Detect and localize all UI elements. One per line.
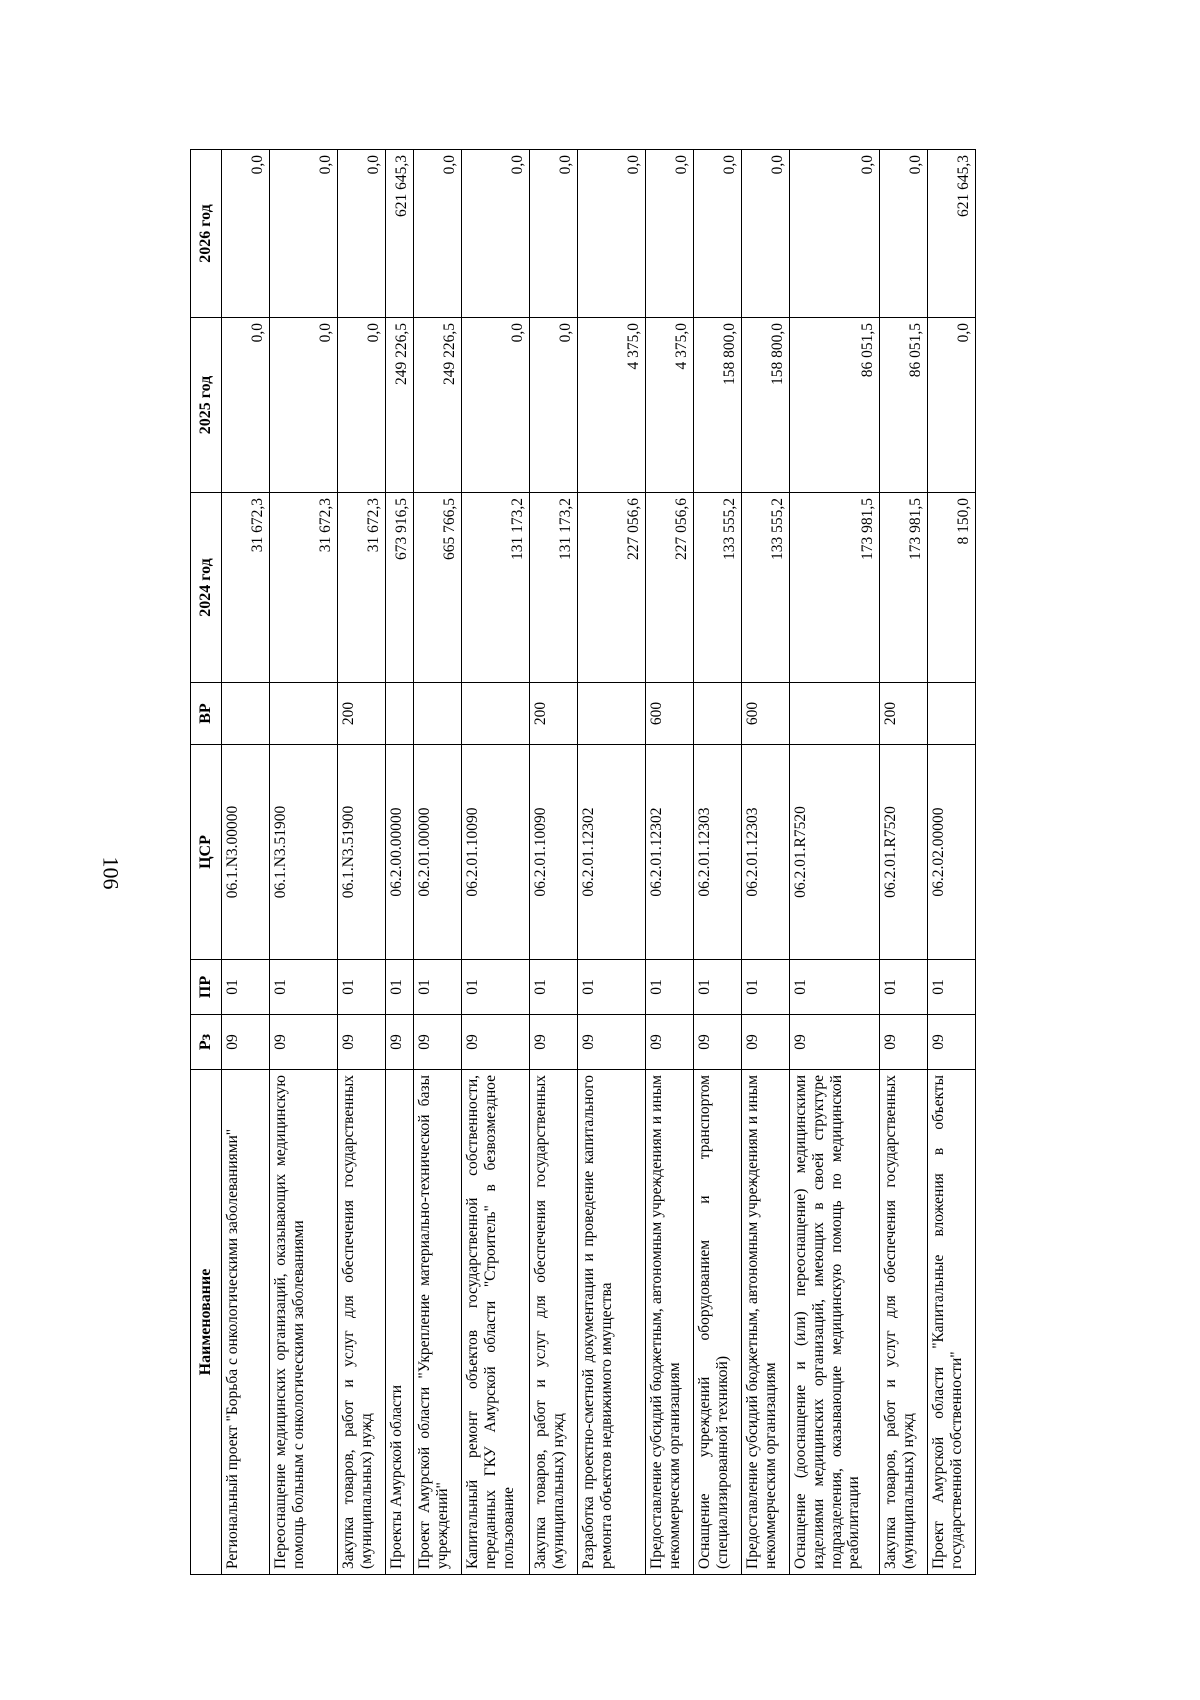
cell-vr — [790, 683, 880, 745]
cell-vr: 200 — [530, 683, 578, 745]
table-row — [790, 150, 880, 1575]
cell-name: Закупка товаров, работ и услуг для обеспечения государственных (муниципальных) нужд — [530, 1070, 578, 1575]
cell-pr: 01 — [742, 960, 790, 1015]
header-pr: ПР — [191, 960, 222, 1015]
cell-2024: 8 150,0 — [928, 493, 976, 683]
cell-2024: 227 056,6 — [646, 493, 694, 683]
header-2026: 2026 год — [191, 150, 222, 318]
cell-name: Предоставление субсидий бюджетным, автономным учреждениям и иным некоммерческим организациям — [646, 1070, 694, 1575]
rotated-table-content — [190, 150, 1080, 1575]
cell-csr: 06.2.01.10090 — [462, 745, 530, 960]
cell-csr: 06.2.01.12303 — [694, 745, 742, 960]
cell-2026: 0,0 — [790, 150, 880, 318]
cell-2025: 0,0 — [462, 318, 530, 493]
table-row — [462, 150, 530, 1575]
cell-csr: 06.2.01.R7520 — [880, 745, 928, 960]
page-number: 106 — [98, 856, 124, 890]
cell-name: Оснащение (дооснащение и (или) переоснащение) медицинскими изделиями медицинских организаций, имеющих в своей структуре подразделения, оказывающие медицинскую помощь по медицинской реабилитации — [790, 1070, 880, 1575]
table-row — [578, 150, 646, 1575]
cell-pr: 01 — [338, 960, 386, 1015]
cell-2024: 173 981,5 — [790, 493, 880, 683]
cell-name: Оснащение учреждений оборудованием и транспортом (специализированной техникой) — [694, 1070, 742, 1575]
cell-2026: 621 645,3 — [928, 150, 976, 318]
cell-2026: 621 645,3 — [386, 150, 414, 318]
cell-pr: 01 — [790, 960, 880, 1015]
table-row — [338, 150, 386, 1575]
cell-vr — [270, 683, 338, 745]
cell-vr: 200 — [338, 683, 386, 745]
cell-csr: 06.2.01.10090 — [530, 745, 578, 960]
table-row — [222, 150, 270, 1575]
cell-pr: 01 — [462, 960, 530, 1015]
table-row — [928, 150, 976, 1575]
cell-vr: 200 — [880, 683, 928, 745]
cell-pr: 01 — [694, 960, 742, 1015]
table-row — [270, 150, 338, 1575]
cell-2024: 227 056,6 — [578, 493, 646, 683]
cell-2024: 31 672,3 — [338, 493, 386, 683]
cell-pr: 01 — [386, 960, 414, 1015]
cell-2024: 665 766,5 — [414, 493, 462, 683]
table-row — [694, 150, 742, 1575]
cell-name: Региональный проект "Борьба с онкологическими заболеваниями" — [222, 1070, 270, 1575]
cell-2024: 131 173,2 — [462, 493, 530, 683]
cell-2026: 0,0 — [694, 150, 742, 318]
cell-rz: 09 — [646, 1015, 694, 1070]
cell-name: Капитальный ремонт объектов государственной собственности, переданных ГКУ Амурской области "Строитель" в безвозмездное пользование — [462, 1070, 530, 1575]
cell-csr: 06.2.00.00000 — [386, 745, 414, 960]
cell-csr: 06.1.N3.00000 — [222, 745, 270, 960]
cell-name: Проекты Амурской области — [386, 1070, 414, 1575]
cell-2025: 0,0 — [338, 318, 386, 493]
rotated-table-container — [190, 150, 1080, 1575]
cell-rz: 09 — [530, 1015, 578, 1070]
cell-csr: 06.2.01.12302 — [578, 745, 646, 960]
cell-2024: 173 981,5 — [880, 493, 928, 683]
cell-2024: 673 916,5 — [386, 493, 414, 683]
cell-2024: 133 555,2 — [742, 493, 790, 683]
cell-rz: 09 — [928, 1015, 976, 1070]
budget-table — [190, 149, 976, 1575]
cell-pr: 01 — [530, 960, 578, 1015]
cell-rz: 09 — [880, 1015, 928, 1070]
cell-name: Предоставление субсидий бюджетным, автономным учреждениям и иным некоммерческим организациям — [742, 1070, 790, 1575]
cell-rz: 09 — [742, 1015, 790, 1070]
cell-2026: 0,0 — [646, 150, 694, 318]
table-row — [386, 150, 414, 1575]
cell-2026: 0,0 — [530, 150, 578, 318]
cell-csr: 06.2.01.R7520 — [790, 745, 880, 960]
table-header-row — [191, 150, 222, 1575]
cell-2024: 133 555,2 — [694, 493, 742, 683]
cell-pr: 01 — [414, 960, 462, 1015]
cell-2026: 0,0 — [578, 150, 646, 318]
cell-vr — [414, 683, 462, 745]
cell-pr: 01 — [880, 960, 928, 1015]
cell-2025: 158 800,0 — [694, 318, 742, 493]
cell-rz: 09 — [694, 1015, 742, 1070]
header-2024: 2024 год — [191, 493, 222, 683]
cell-2026: 0,0 — [270, 150, 338, 318]
cell-name: Разработка проектно-сметной документации и проведение капитального ремонта объектов недвижимого имущества — [578, 1070, 646, 1575]
cell-2025: 0,0 — [530, 318, 578, 493]
table-row — [414, 150, 462, 1575]
cell-name: Закупка товаров, работ и услуг для обеспечения государственных (муниципальных) нужд — [880, 1070, 928, 1575]
cell-csr: 06.2.01.12302 — [646, 745, 694, 960]
cell-pr: 01 — [646, 960, 694, 1015]
cell-rz: 09 — [338, 1015, 386, 1070]
cell-2026: 0,0 — [222, 150, 270, 318]
table-row — [880, 150, 928, 1575]
cell-rz: 09 — [414, 1015, 462, 1070]
cell-name: Проект Амурской области "Укрепление материально-технической базы учреждений" — [414, 1070, 462, 1575]
header-rz: Рз — [191, 1015, 222, 1070]
cell-2024: 131 173,2 — [530, 493, 578, 683]
cell-2026: 0,0 — [880, 150, 928, 318]
cell-2025: 249 226,5 — [386, 318, 414, 493]
cell-name: Проект Амурской области "Капитальные вложения в объекты государственной собственности" — [928, 1070, 976, 1575]
cell-2025: 4 375,0 — [578, 318, 646, 493]
cell-rz: 09 — [222, 1015, 270, 1070]
header-vr: ВР — [191, 683, 222, 745]
cell-2026: 0,0 — [338, 150, 386, 318]
cell-pr: 01 — [270, 960, 338, 1015]
cell-pr: 01 — [928, 960, 976, 1015]
cell-2024: 31 672,3 — [270, 493, 338, 683]
cell-pr: 01 — [578, 960, 646, 1015]
header-name: Наименование — [191, 1070, 222, 1575]
header-2025: 2025 год — [191, 318, 222, 493]
cell-vr — [694, 683, 742, 745]
cell-2026: 0,0 — [462, 150, 530, 318]
table-row — [530, 150, 578, 1575]
cell-vr: 600 — [646, 683, 694, 745]
cell-2024: 31 672,3 — [222, 493, 270, 683]
cell-pr: 01 — [222, 960, 270, 1015]
cell-2025: 158 800,0 — [742, 318, 790, 493]
cell-name: Закупка товаров, работ и услуг для обеспечения государственных (муниципальных) нужд — [338, 1070, 386, 1575]
cell-vr — [462, 683, 530, 745]
table-row — [646, 150, 694, 1575]
cell-2025: 0,0 — [222, 318, 270, 493]
cell-vr: 600 — [742, 683, 790, 745]
cell-2025: 0,0 — [270, 318, 338, 493]
cell-2025: 0,0 — [928, 318, 976, 493]
cell-csr: 06.2.02.00000 — [928, 745, 976, 960]
cell-rz: 09 — [386, 1015, 414, 1070]
cell-2025: 4 375,0 — [646, 318, 694, 493]
cell-vr — [386, 683, 414, 745]
cell-2026: 0,0 — [414, 150, 462, 318]
cell-vr — [578, 683, 646, 745]
cell-rz: 09 — [462, 1015, 530, 1070]
cell-csr: 06.2.01.12303 — [742, 745, 790, 960]
cell-rz: 09 — [578, 1015, 646, 1070]
cell-vr — [928, 683, 976, 745]
cell-csr: 06.1.N3.51900 — [338, 745, 386, 960]
header-csr: ЦСР — [191, 745, 222, 960]
cell-vr — [222, 683, 270, 745]
table-row — [742, 150, 790, 1575]
cell-2026: 0,0 — [742, 150, 790, 318]
cell-2025: 86 051,5 — [880, 318, 928, 493]
cell-rz: 09 — [270, 1015, 338, 1070]
cell-2025: 249 226,5 — [414, 318, 462, 493]
cell-csr: 06.2.01.00000 — [414, 745, 462, 960]
cell-csr: 06.1.N3.51900 — [270, 745, 338, 960]
cell-rz: 09 — [790, 1015, 880, 1070]
cell-name: Переоснащение медицинских организаций, оказывающих медицинскую помощь больным с онкологическими заболеваниями — [270, 1070, 338, 1575]
cell-2025: 86 051,5 — [790, 318, 880, 493]
